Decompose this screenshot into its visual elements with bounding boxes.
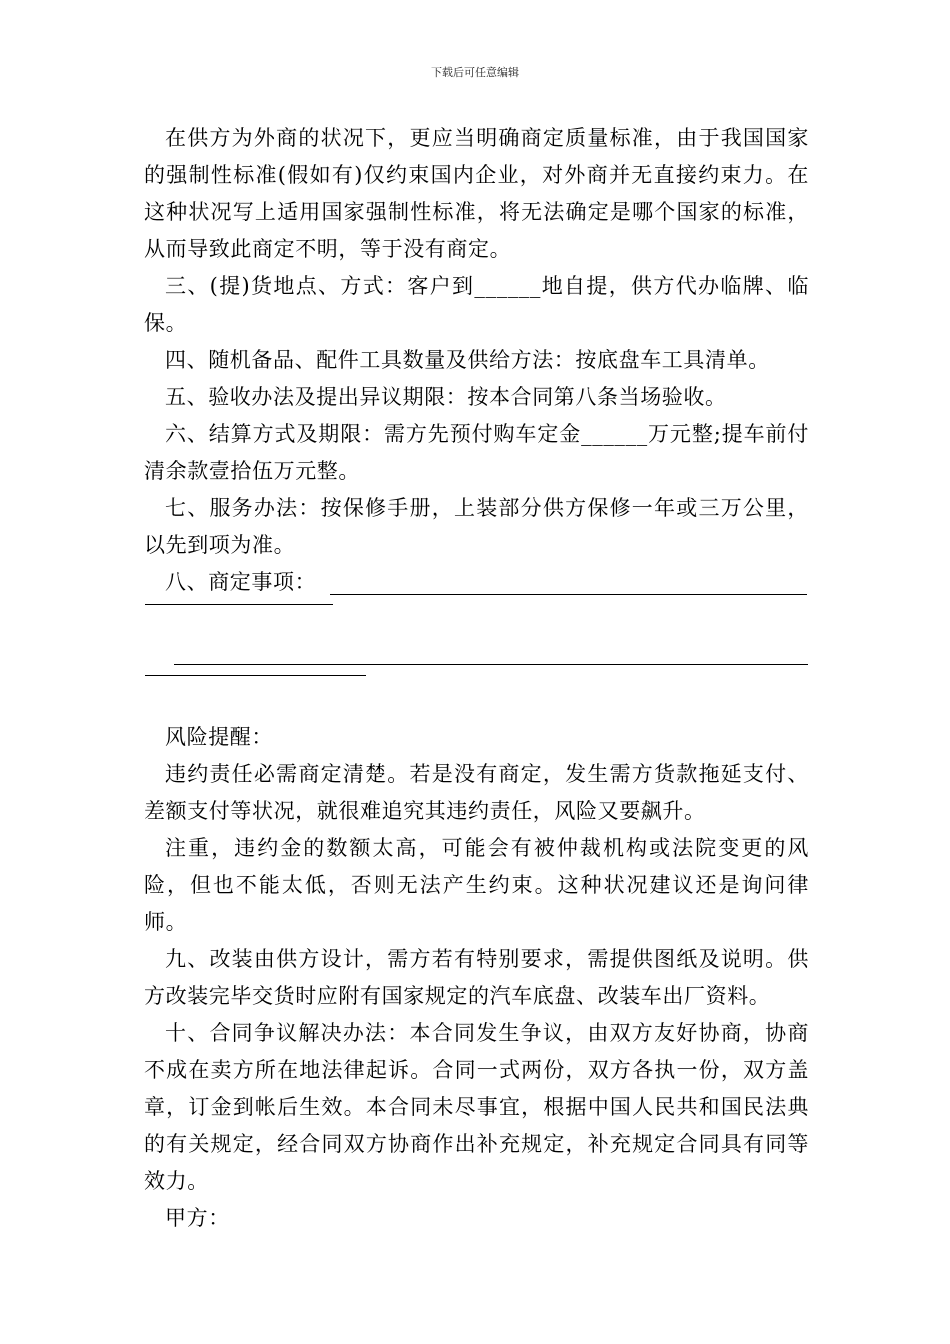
agreed-matters-label: 八、商定事项： xyxy=(165,570,317,594)
risk-reminder-heading: 风险提醒： xyxy=(165,725,273,749)
fill-in-line-3 xyxy=(144,638,809,675)
paragraph-spare-parts: 四、随机备品、配件工具数量及供给方法：按底盘车工具清单。 xyxy=(165,348,770,372)
paragraph-service: 七、服务办法：按保修手册，上装部分供方保修一年或三万公里，以先到项为准。 xyxy=(144,496,809,557)
fill-in-line-2 xyxy=(144,601,809,638)
paragraph-modification: 九、改装由供方设计，需方若有特别要求，需提供图纸及说明。供方改装完毕交货时应附有国家规定的汽车底盘、改装车出厂资料。 xyxy=(144,947,809,1008)
paragraph-dispute: 十、合同争议解决办法：本合同发生争议，由双方友好协商，协商不成在卖方所在地法律起诉。合同一式两份，双方各执一份，双方盖章，订金到帐后生效。本合同未尽事宜，根据中国人民共和国民法典的有关规定，经合同双方协商作出补充规定，补充规定合同具有同等效力。 xyxy=(144,1021,809,1193)
document-body xyxy=(144,120,809,1237)
paragraph-settlement: 六、结算方式及期限：需方先预付购车定金______万元整;提车前付清余款壹拾伍万元整。 xyxy=(144,422,809,483)
page-header-note: 下载后可任意编辑 xyxy=(431,66,519,79)
paragraph-quality-standard: 在供方为外商的状况下，更应当明确商定质量标准，由于我国国家的强制性标准(假如有)仅约束国内企业，对外商并无直接约束力。在这种状况写上适用国家强制性标准，将无法确定是哪个国家的标准，从而导致此商定不明，等于没有商定。 xyxy=(144,126,809,261)
fill-in-underline xyxy=(330,594,807,595)
paragraph-penalty: 注重，违约金的数额太高，可能会有被仲裁机构或法院变更的风险，但也不能太低，否则无法产生约束。这种状况建议还是询问律师。 xyxy=(144,836,809,934)
paragraph-delivery-location: 三、(提)货地点、方式：客户到______地自提，供方代办临牌、临保。 xyxy=(144,274,809,335)
fill-in-underline xyxy=(145,675,366,676)
fill-in-underline xyxy=(145,604,333,605)
paragraph-acceptance: 五、验收办法及提出异议期限：按本合同第八条当场验收。 xyxy=(165,385,727,409)
agreed-matters-line xyxy=(144,564,809,601)
fill-in-underline xyxy=(174,664,808,665)
party-a-label: 甲方： xyxy=(165,1206,230,1230)
fill-in-line-4 xyxy=(144,675,809,719)
paragraph-liability: 违约责任必需商定清楚。若是没有商定，发生需方货款拖延支付、差额支付等状况，就很难追究其违约责任，风险又要飙升。 xyxy=(144,762,809,823)
